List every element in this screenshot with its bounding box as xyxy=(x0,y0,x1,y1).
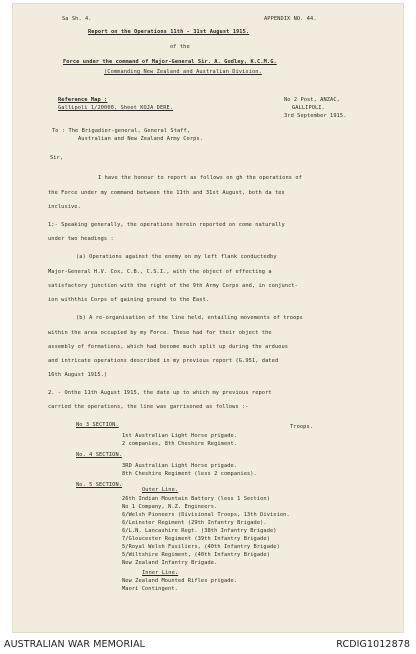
section-5-heading: No. 5 SECTION. xyxy=(76,482,123,488)
item-a-line-1: (a) Operations against the enemy on my left flank conductedby xyxy=(76,254,277,260)
section-4-item-2: 8th Cheshire Regiment (less 2 companies). xyxy=(122,471,257,477)
item-b-line-1: (b) A re-organisation of the line held, entailing movements of troops xyxy=(76,315,303,321)
section-3-heading: No 3 SECTION. xyxy=(76,422,119,428)
paragraph-2-line-1: 1;- Speaking generally, the operations herein reported on come naturally xyxy=(48,222,285,228)
section-5-item-10: New Zealand Mounted Rifles prigade. xyxy=(122,578,238,584)
section-5-item-5: 6/L.N. Lancashire Regt. (38th Infantry Brigade) xyxy=(122,528,277,534)
item-b-line-3: assembly of formations, which had become much split up during the arduous xyxy=(48,344,289,350)
section-5-item-3: 6/Welsh Pioneers (Divisional Troops, 13th Division. xyxy=(122,512,290,518)
addressee-line-2: Australian and New Zealand Army Corps. xyxy=(78,136,203,142)
item-a-line-3: satisfactory junction with the right of the 9th Army Corps and, in conjunct- xyxy=(48,283,298,289)
salutation: Sir, xyxy=(50,155,64,161)
footer-institution: AUSTRALIAN WAR MEMORIAL xyxy=(4,639,146,650)
report-division: (Commanding New Zealand and Australian Division. xyxy=(104,69,262,75)
report-title: Report on the Operations 11th - 31st August 1915. xyxy=(88,29,250,35)
paragraph-2-line-2: under two headings : xyxy=(48,236,114,242)
reference-map-value: Gallipoli 1/20000, Sheet KOJA DERE. xyxy=(58,105,174,111)
paragraph-1-line-3: inclusive. xyxy=(48,204,81,210)
addressee-line-1: To : The Brigadier-general, General Staff, xyxy=(52,128,191,134)
place-line: GALLIPOLI. xyxy=(292,105,325,111)
post-line: No 2 Post, ANZAC, xyxy=(284,97,340,103)
paragraph-1-line-2: the Force under my command between the 11th and 31st August, both da tes xyxy=(48,190,285,196)
section-5-item-9: New Zealand Infantry Brigade. xyxy=(122,560,218,566)
document-page xyxy=(12,3,404,633)
section-3-item-2: 2 companies, 8th Cheshire Regiment. xyxy=(122,441,238,447)
item-b-line-2: within the area occupied by my Force. These had for their object the xyxy=(48,330,272,336)
paragraph-1-line-1: I have the honour to report as follows on gh the operations of xyxy=(98,175,302,181)
date-line: 3rd September 1915. xyxy=(284,113,347,119)
item-a-line-4: ion withthis Corps of gaining ground to the East. xyxy=(48,297,210,303)
report-title-of: of the xyxy=(170,44,190,50)
item-a-line-2: Major-General H.V. Cox, C.B., C.S.I., with the object of effecting a xyxy=(48,269,272,275)
section-5-item-6: 7/Gloucester Regiment (39th Infantry Brigade) xyxy=(122,536,271,542)
paragraph-3-line-1: 2. - Onthe 11th August 1915, the date up to which my previous report xyxy=(48,390,272,396)
reference-map-label: Reference Map : xyxy=(58,97,108,103)
report-force: Force under the command of Major-General Sir. A. Godley, K.C.M.G. xyxy=(63,59,277,65)
section-5-item-8: 5/Wiltshire Regiment, (40th Infantry Brigade) xyxy=(122,552,271,558)
document-ref: Sa Sh. 4. xyxy=(62,16,92,22)
section-5-item-2: No 1 Company, N.Z. Engineers. xyxy=(122,504,218,510)
section-5-item-4: 6/Leinster Regiment (29th Infantry Brigade). xyxy=(122,520,267,526)
section-4-item-1: 3RD Australian Light Horse prigade. xyxy=(122,463,238,469)
inner-line-heading: Inner Line. xyxy=(142,570,179,576)
paragraph-3-line-2: carried the operations, the line was garrisoned as follows :- xyxy=(48,404,249,410)
outer-line-heading: Outer Line. xyxy=(142,487,179,493)
troops-label: Troops. xyxy=(290,424,314,430)
appendix-number: APPENDIX NO. 44. xyxy=(264,16,317,22)
footer-record-id: RCDIG1012878 xyxy=(336,639,410,650)
section-5-item-11: Maori Contingent. xyxy=(122,586,178,592)
section-4-heading: No. 4 SECTION. xyxy=(76,452,123,458)
section-5-item-7: 5/Royal Welsh Fusiliers, (40th Infantry Brigade) xyxy=(122,544,280,550)
section-5-item-1: 26th Indian Mountain Battery (less 1 Section) xyxy=(122,496,271,502)
section-3-item-1: 1st Australian Light Horse prigade. xyxy=(122,433,238,439)
item-b-line-5: 16th August 1915.) xyxy=(48,372,108,378)
item-b-line-4: and intricate operations described in my previous report (G.951, dated xyxy=(48,358,279,364)
